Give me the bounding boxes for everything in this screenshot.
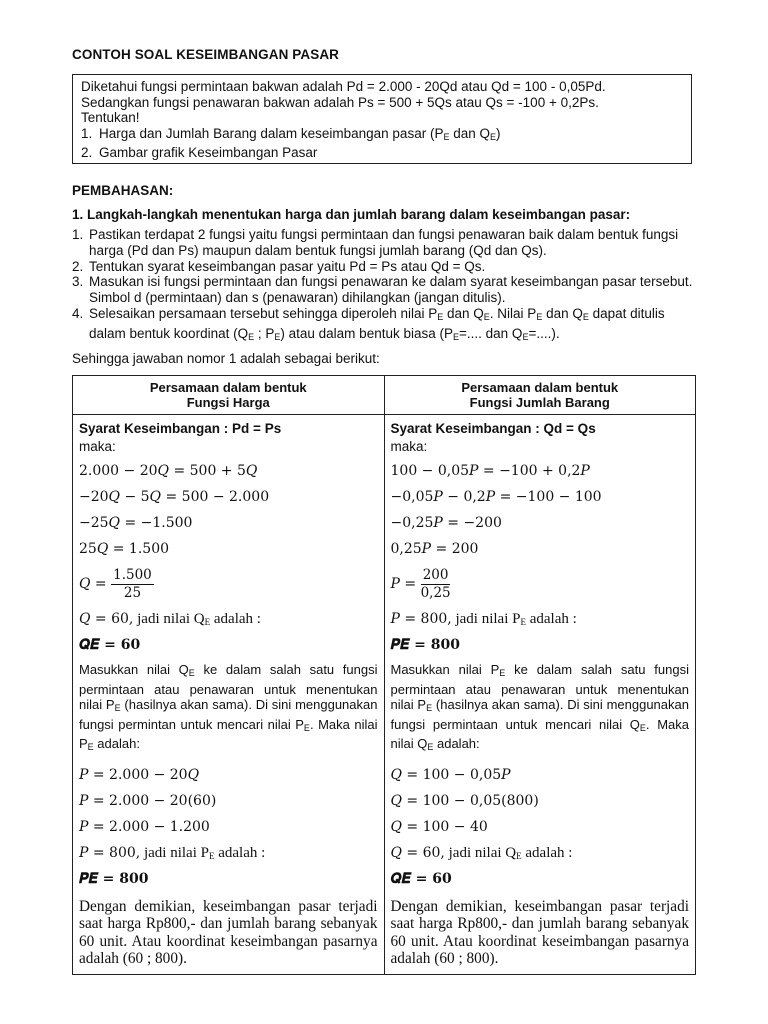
equation: 𝑄 = 100 − 40 xyxy=(390,818,488,835)
conclusion: Dengan demikian, keseimbangan pasar terjadi saat harga Rp800,- dan jumlah barang sebanyak 60 unit. Atau koordinat keseimbangan pasarnya adalah (60 ; 800). xyxy=(390,897,689,967)
equation: −0,25𝑃 = −200 xyxy=(390,515,502,531)
answer-intro: Sehingga jawaban nomor 1 adalah sebagai berikut: xyxy=(72,351,380,366)
result-qe: 𝑸𝑬 = 𝟔𝟎 xyxy=(79,637,141,653)
equation: −0,05𝑃 − 0,2𝑃 = −100 − 100 xyxy=(390,489,602,505)
result-qe: 𝑸𝑬 = 𝟔𝟎 xyxy=(390,870,452,887)
item-number: 2. xyxy=(81,145,93,160)
explanation: Masukkan nilai $Q_E$ ke dalam salah satu fungsi permintaan atau penawaran untuk menentukan nilai $P_E$ (hasilnya akan sama). Di sini menggunakan fungsi permintan untuk mencari nilai $P_E$. Maka nilai $P_E$ adalah: xyxy=(79,662,378,752)
fraction-equation: 𝑃 = $\frac{200}{0,25}$ xyxy=(390,566,451,601)
step-item: 1. Pastikan terdapat 2 fungsi yaitu fungsi permintaan dan fungsi penawaran baik dalam bentuk fungsi harga (Pd dan Ps) maupun dalam bentuk fungsi jumlah barang (Qd dan Qs). xyxy=(72,227,679,258)
equation: 𝑄 = 100 − 0,05(800) xyxy=(390,792,539,809)
question-box xyxy=(72,74,692,164)
left-header: Persamaan dalam bentuk Fungsi Harga xyxy=(73,376,385,415)
equation: 100 − 0,05𝑃 = −100 + 0,2𝑃 xyxy=(390,463,590,479)
question-item xyxy=(81,145,683,161)
value-line: 𝑄 = 60, jadi nilai $Q_E$ adalah : xyxy=(390,844,573,861)
fraction-equation: 𝑄 = $\frac{1.500}{25}$ xyxy=(79,566,152,601)
equation: −25𝑄 = −1.500 xyxy=(79,515,193,531)
page-title: CONTOH SOAL KESEIMBANGAN PASAR xyxy=(72,47,340,62)
step-heading: 1. Langkah-langkah menentukan harga dan jumlah barang dalam keseimbangan pasar: xyxy=(72,207,631,222)
equation: 𝑄 = 100 − 0,05𝑃 xyxy=(390,766,511,783)
equation: 0,25𝑃 = 200 xyxy=(390,541,479,557)
value-line: 𝑄 = 60, jadi nilai $Q_E$ adalah : xyxy=(79,611,261,627)
equation: 𝑃 = 2.000 − 1.200 xyxy=(79,818,210,835)
step-item: 4. Selesaikan persamaan tersebut sehingga diperoleh nilai $P_E$ dan $Q_E$. Nilai $P_E$ dan $Q_E$ dapat ditulis dalam bentuk koordinat ($Q_E$ ; $P_E$) atau dalam bentuk biasa ($P_E=$.... dan $Q_E=$....). xyxy=(72,305,665,342)
maka-label: maka: xyxy=(79,439,116,454)
steps-list xyxy=(72,227,698,346)
question-item xyxy=(81,126,683,146)
section-heading: PEMBAHASAN: xyxy=(72,183,174,198)
result-pe: 𝑷𝑬 = 𝟖𝟎𝟎 xyxy=(390,637,460,653)
explanation: Masukkan nilai $P_E$ ke dalam salah satu fungsi permintaan atau penawaran untuk menentukan nilai $P_E$ (hasilnya akan sama). Di sini menggunakan fungsi permintaan untuk mencari nilai $Q_E$. Maka nilai $Q_E$ adalah: xyxy=(390,662,690,752)
right-column xyxy=(384,415,696,975)
item-text: Gambar grafik Keseimbangan Pasar xyxy=(99,145,318,160)
result-pe: 𝑷𝑬 = 𝟖𝟎𝟎 xyxy=(79,870,149,887)
step-item: 3. Masukan isi fungsi permintaan dan fungsi penawaran ke dalam syarat keseimbangan pasar tersebut. Simbol d (permintaan) dan s (penawaran) dihilangkan (jangan ditulis). xyxy=(72,274,693,306)
item-number: 1. xyxy=(81,125,93,141)
left-column xyxy=(73,415,385,975)
answer-table xyxy=(72,375,696,975)
equation: 𝑃 = 2.000 − 20𝑄 xyxy=(79,766,200,783)
equation: 25𝑄 = 1.500 xyxy=(79,541,170,557)
question-line: Diketahui fungsi permintaan bakwan adalah Pd = 2.000 - 20Qd atau Qd = 100 - 0,05Pd. xyxy=(81,79,606,94)
value-line: 𝑃 = 800, jadi nilai $P_E$ adalah : xyxy=(390,611,577,627)
question-line: Tentukan! xyxy=(81,110,140,125)
equation: −20𝑄 − 5𝑄 = 500 − 2.000 xyxy=(79,489,270,505)
syarat-label: Syarat Keseimbangan : Pd = Ps xyxy=(79,421,282,436)
equation: 2.000 − 20𝑄 = 500 + 5𝑄 xyxy=(79,463,258,479)
conclusion: Dengan demikian, keseimbangan pasar terjadi saat harga Rp800,- dan jumlah barang sebanyak 60 unit. Atau koordinat keseimbangan pasarnya adalah (60 ; 800). xyxy=(79,897,378,967)
equation: 𝑃 = 2.000 − 20(60) xyxy=(79,792,217,809)
question-line: Sedangkan fungsi penawaran bakwan adalah Ps = 500 + 5Qs atau Qs = -100 + 0,2Ps. xyxy=(81,94,599,110)
syarat-label: Syarat Keseimbangan : Qd = Qs xyxy=(390,421,596,436)
value-line: 𝑃 = 800, jadi nilai $P_E$ adalah : xyxy=(79,844,266,861)
maka-label: maka: xyxy=(390,439,428,454)
right-header: Persamaan dalam bentuk Fungsi Jumlah Barang xyxy=(384,376,696,415)
item-text: Harga dan Jumlah Barang dalam keseimbangan pasar ($P_E$ dan $Q_E$) xyxy=(99,125,501,142)
step-item: 2. Tentukan syarat keseimbangan pasar yaitu Pd = Ps atau Qd = Qs. xyxy=(72,258,486,274)
